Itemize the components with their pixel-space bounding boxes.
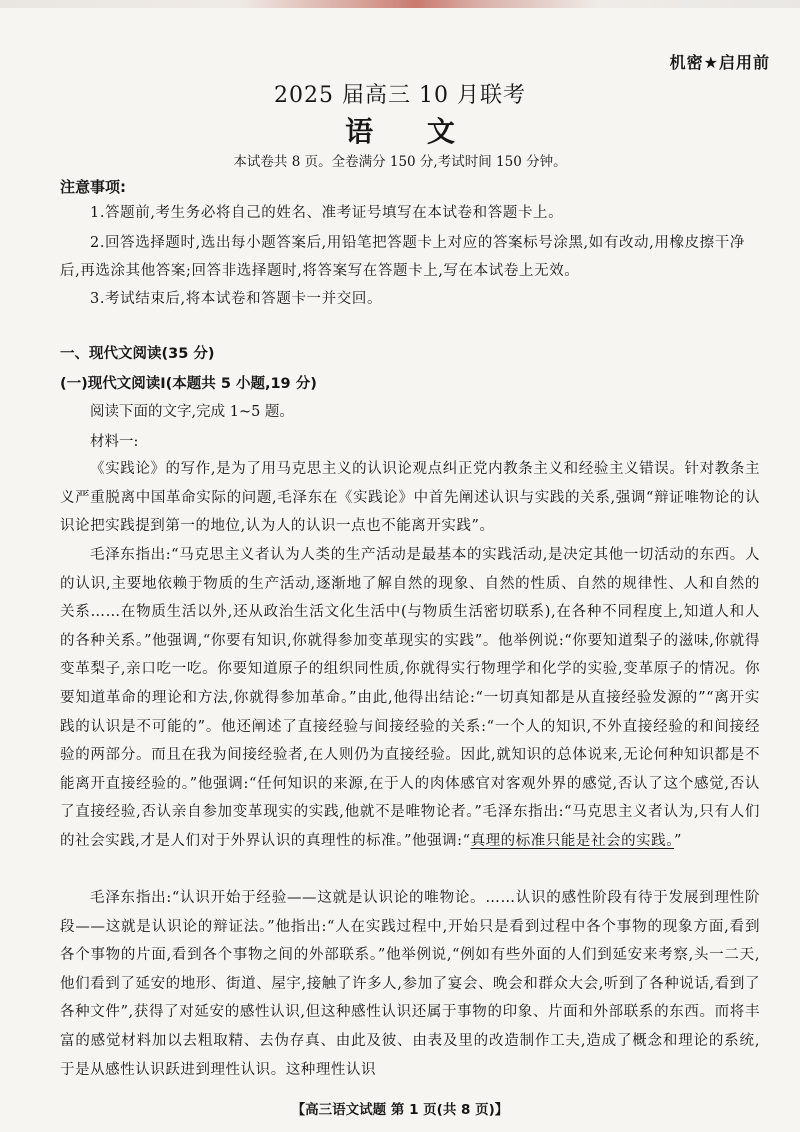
- section-title: 一、现代文阅读(35 分): [60, 346, 215, 362]
- confidential-label: 机密★启用前: [669, 53, 770, 72]
- underlined-quote: 真理的标准只能是社会的实践。: [470, 832, 675, 849]
- paragraph-3: 毛泽东指出:“认识开始于经验——这就是认识论的唯物论。……认识的感性阶段有待于发展到理性阶段——这就是认识论的辩证法。”他指出:“人在实践过程中,开始只是看到过程中各个事物的现象方面,看到各个事物的片面,看到各个事物之间的外部联系。”他举例说,“例如有些外面的人们到延安来考察,头一二天,他们看到了延安的地形、街道、屋宇,接触了许多人,参加了宴会、晚会和群众大会,听到了各种说话,看到了各种文件”,获得了对延安的感性认识,但这种感性认识还属于事物的印象、片面和外部联系的东西。而将丰富的感觉材料加以去粗取精、去伪存真、由此及彼、由表及里的改造制作工夫,造成了概念和理论的系统,于是从感性认识跃进到理性认识。这种理性认识: [60, 890, 760, 1078]
- paragraph-2-end: ”: [674, 832, 682, 849]
- page-footer: 【高三语文试题 第 1 页(共 8 页)】: [291, 1102, 509, 1118]
- paragraph-2-text: 毛泽东指出:“马克思主义者认为人类的生产活动是最基本的实践活动,是决定其他一切活动的东西。人的认识,主要地依赖于物质的生产活动,逐渐地了解自然的现象、自然的性质、自然的规律性、人和自然的关系……在物质生活以外,还从政治生活文化生活中(与物质生活密切联系),在各种不同程度上,知道人和人的各种关系。”他强调,“你要有知识,你就得参加变革现实的实践”。他举例说:“你要知道梨子的滋味,你就得变革梨子,亲口吃一吃。你要知道原子的组织同性质,你就得实行物理学和化学的实验,变革原子的情况。你要知道革命的理论和方法,你就得参加革命。”由此,他得出结论:“一切真知都是从直接经验发源的”“离开实践的认识是不可能的”。他还阐述了直接经验与间接经验的关系:“一个人的知识,不外直接经验的和间接经验的两部分。而且在我为间接经验者,在人则仍为直接经验。因此,就知识的总体说来,无论何种知识都是不能离开直接经验的。”他强调:“任何知识的来源,在于人的肉体感官对客观外界的感觉,否认了这个感觉,否认了直接经验,否认亲自参加变革现实的实践,他就不是唯物论者。”毛泽东指出:“马克思主义者认为,只有人们的社会实践,才是人们对于外界认识的真理性的标准。”他强调:“: [60, 547, 760, 849]
- paragraph-1: 《实践论》的写作,是为了用马克思主义的认识论观点纠正党内教条主义和经验主义错误。针对教条主义严重脱离中国革命实际的问题,毛泽东在《实践论》中首先阐述认识与实践的关系,强调“辩证唯物论的认识论把实践提到第一的地位,认为人的认识一点也不能离开实践”。: [60, 461, 760, 535]
- material-label: 材料一:: [90, 434, 139, 450]
- paragraph-2: [60, 541, 760, 856]
- subject-title: 语 文: [345, 115, 477, 148]
- notice-title: 注意事项:: [60, 178, 126, 196]
- reading-instruction: 阅读下面的文字,完成 1~5 题。: [90, 404, 294, 420]
- exam-info: 本试卷共 8 页。全卷满分 150 分,考试时间 150 分钟。: [233, 154, 567, 170]
- exam-title: 2025 届高三 10 月联考: [274, 83, 526, 108]
- notice-item-3: 3.考试结束后,将本试卷和答题卡一并交回。: [90, 291, 383, 307]
- subsection-title: (一)现代文阅读Ⅰ(本题共 5 小题,19 分): [60, 376, 317, 392]
- notice-item-2: 2.回答选择题时,选出每小题答案后,用铅笔把答题卡上对应的答案标号涂黑,如有改动,用橡皮擦干净后,再选涂其他答案;回答非选择题时,将答案写在答题卡上,写在本试卷上无效。: [60, 235, 745, 279]
- notice-item-1: 1.答题前,考生务必将自己的姓名、准考证号填写在本试卷和答题卡上。: [90, 205, 564, 221]
